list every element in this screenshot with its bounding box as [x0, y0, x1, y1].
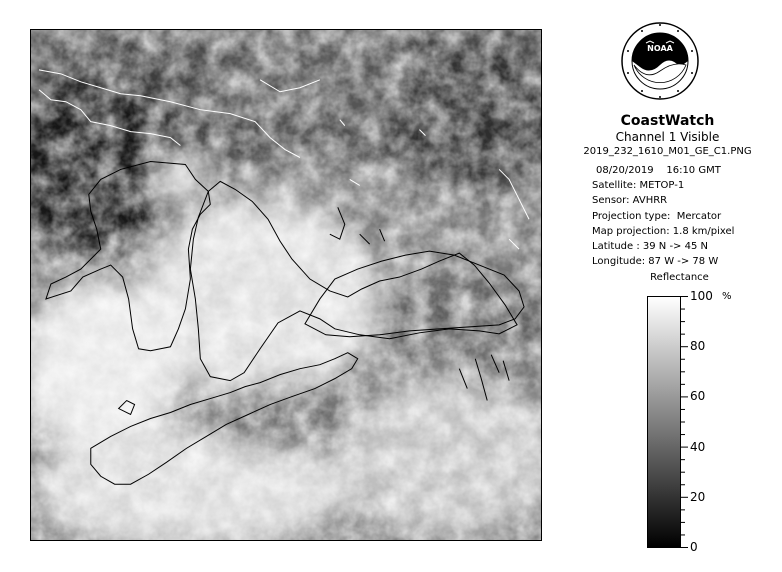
- reflectance-colorbar: [647, 296, 681, 548]
- projection-type-label: Projection type: Mercator: [592, 210, 722, 222]
- noaa-logo: [620, 21, 700, 101]
- cloud-fine-texture: [31, 30, 541, 540]
- colorbar-tick-label: 100: [690, 289, 713, 303]
- noaa-logo-icon: [620, 21, 700, 101]
- metadata-panel: [592, 163, 734, 269]
- filename-label: 2019_232_1610_M01_GE_C1.PNG: [583, 146, 752, 157]
- colorbar-tick-label: 0: [690, 540, 698, 554]
- satellite-image-svg: [31, 30, 541, 540]
- map-projection-label: Map projection: 1.8 km/pixel: [592, 225, 735, 237]
- colorbar-title: Reflectance: [650, 272, 709, 283]
- satellite-label: Satellite: METOP-1: [592, 180, 685, 192]
- longitude-label: Longitude: 87 W -> 78 W: [592, 256, 719, 268]
- colorbar-unit: %: [722, 291, 732, 302]
- latitude-label: Latitude : 39 N -> 45 N: [592, 240, 708, 252]
- sensor-label: Sensor: AVHRR: [592, 195, 668, 207]
- channel-title: Channel 1 Visible: [615, 130, 720, 144]
- colorbar-tick-label: 40: [690, 439, 706, 454]
- colorbar-tick-label: 60: [690, 389, 706, 404]
- satellite-image[interactable]: [30, 29, 542, 541]
- brand-title: CoastWatch: [620, 113, 715, 129]
- colorbar-tick-label: 20: [690, 489, 706, 504]
- colorbar-ticks: [681, 296, 689, 548]
- datetime-label: 08/20/2019 16:10 GMT: [596, 165, 721, 176]
- svg-text:NOAA: NOAA: [647, 44, 673, 53]
- colorbar-tick-label: 80: [690, 339, 706, 354]
